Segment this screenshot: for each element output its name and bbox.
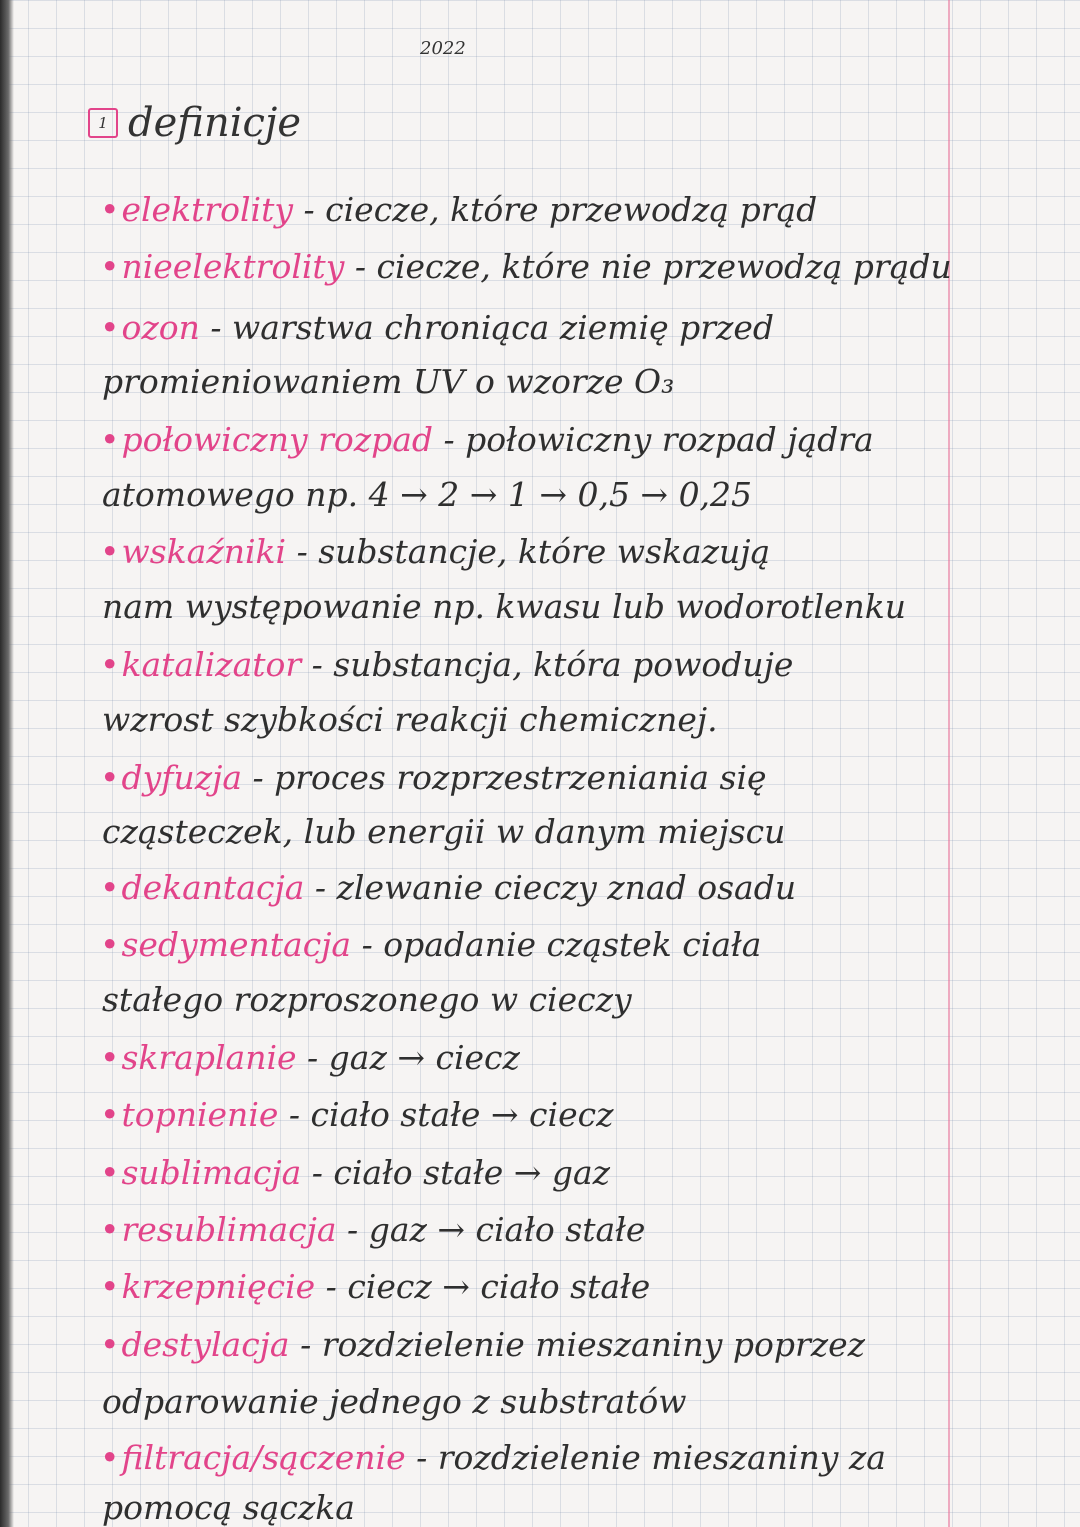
bullet: • — [100, 1210, 120, 1249]
bullet: • — [100, 925, 120, 964]
note-line — [100, 925, 761, 964]
term: dekantacja — [121, 868, 305, 907]
bullet: • — [100, 758, 120, 797]
header-scribble — [70, 0, 970, 26]
term: destylacja — [121, 1325, 290, 1364]
definition-text: - substancje, które wskazują — [286, 532, 771, 571]
definition-text: - rozdzielenie mieszaniny za — [405, 1438, 886, 1477]
bullet: • — [100, 1438, 120, 1477]
bullet: • — [100, 645, 120, 684]
note-line — [100, 1267, 650, 1306]
definition-text: - ciecze, które nie przewodzą prądu — [344, 247, 952, 286]
definition-text: atomowego np. 4 → 2 → 1 → 0,5 → 0,25 — [102, 475, 753, 514]
term: sublimacja — [121, 1153, 302, 1192]
term: dyfuzja — [121, 758, 242, 797]
definition-text: - ciało stałe → ciecz — [278, 1095, 614, 1134]
definition-text: cząsteczek, lub energii w danym miejscu — [102, 812, 786, 851]
note-line — [100, 1095, 613, 1134]
definition-text: promieniowaniem UV o wzorze O₃ — [102, 362, 675, 401]
note-line — [100, 362, 674, 401]
definition-text: - gaz → ciało stałe — [336, 1210, 646, 1249]
year-label: 2022 — [420, 38, 466, 59]
definition-text: stałego rozproszonego w cieczy — [102, 980, 632, 1019]
bullet: • — [100, 532, 120, 571]
bullet: • — [100, 1038, 120, 1077]
note-line — [100, 700, 718, 739]
definition-text: pomocą sączka — [102, 1488, 355, 1527]
bullet: • — [100, 868, 120, 907]
term: topnienie — [121, 1095, 279, 1134]
definition-text: - warstwa chroniąca ziemię przed — [199, 308, 775, 347]
definition-text: - gaz → ciecz — [296, 1038, 520, 1077]
note-line — [100, 1210, 645, 1249]
term: nieelektrolity — [121, 247, 345, 286]
note-line — [100, 812, 785, 851]
note-line — [100, 1325, 865, 1364]
bullet: • — [100, 1267, 120, 1306]
term: krzepnięcie — [121, 1267, 316, 1306]
bullet: • — [100, 1153, 120, 1192]
term: elektrolity — [121, 190, 293, 229]
definition-text: - rozdzielenie mieszaniny poprzez — [289, 1325, 866, 1364]
definition-text: - ciecze, które przewodzą prąd — [293, 190, 818, 229]
note-line — [100, 758, 767, 797]
bullet: • — [100, 190, 120, 229]
section-number-box: 1 — [88, 108, 118, 138]
term: wskaźniki — [121, 532, 287, 571]
term: sedymentacja — [121, 925, 352, 964]
note-line — [100, 868, 796, 907]
margin-line — [948, 0, 950, 1527]
note-line — [100, 1438, 886, 1477]
term: filtracja/sączenie — [121, 1438, 406, 1477]
note-line — [100, 1153, 610, 1192]
note-line — [100, 1488, 355, 1527]
note-line — [100, 1382, 687, 1421]
note-line — [100, 308, 774, 347]
note-line — [100, 587, 906, 626]
definition-text: - zlewanie cieczy znad osadu — [304, 868, 797, 907]
term: katalizator — [121, 645, 302, 684]
definition-text: - substancja, która powoduje — [301, 645, 794, 684]
bullet: • — [100, 247, 120, 286]
note-line — [100, 645, 793, 684]
note-line — [100, 532, 770, 571]
bullet: • — [100, 1095, 120, 1134]
term: skraplanie — [121, 1038, 297, 1077]
section-heading — [88, 100, 301, 146]
bullet: • — [100, 420, 120, 459]
term: ozon — [121, 308, 200, 347]
definition-text: wzrost szybkości reakcji chemicznej. — [102, 700, 718, 739]
section-title: definicje — [128, 100, 301, 146]
definition-text: - opadanie cząstek ciała — [351, 925, 762, 964]
bullet: • — [100, 308, 120, 347]
term: połowiczny rozpad — [121, 420, 434, 459]
note-line — [100, 1038, 520, 1077]
note-line — [100, 190, 817, 229]
notebook-binding — [0, 0, 14, 1527]
definition-text: - ciało stałe → gaz — [301, 1153, 611, 1192]
definition-text: odparowanie jednego z substratów — [102, 1382, 687, 1421]
definition-text: - ciecz → ciało stałe — [315, 1267, 651, 1306]
note-line — [100, 420, 874, 459]
definition-text: - proces rozprzestrzeniania się — [242, 758, 767, 797]
definition-text: nam występowanie np. kwasu lub wodorotlenku — [102, 587, 907, 626]
note-line — [100, 980, 632, 1019]
note-line — [100, 247, 952, 286]
term: resublimacja — [121, 1210, 337, 1249]
bullet: • — [100, 1325, 120, 1364]
definition-text: - połowiczny rozpad jądra — [433, 420, 874, 459]
note-line — [100, 475, 752, 514]
